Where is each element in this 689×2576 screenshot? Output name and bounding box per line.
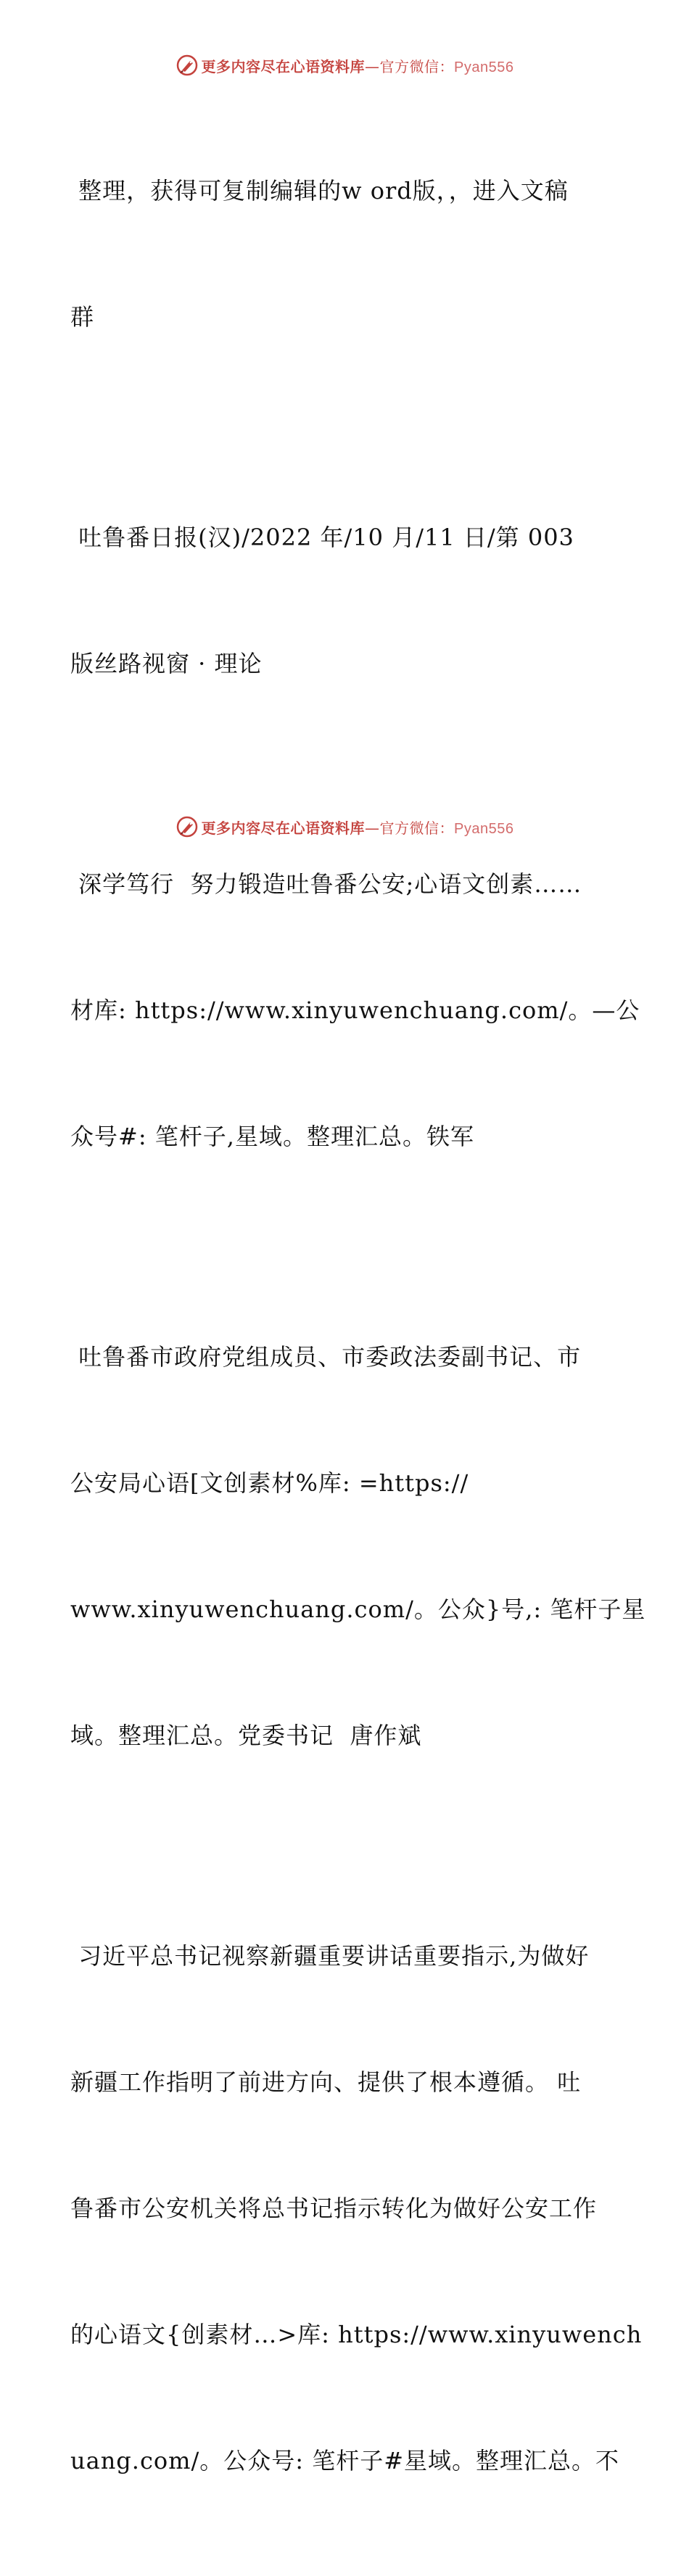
text-line: 吐鲁番市政府党组成员、市委政法委副书记、市 (70, 1343, 582, 1371)
paragraph-body (70, 1851, 643, 2566)
text-line: www.xinyuwenchuang.com/。公众}号,: 笔杆子星 (70, 1595, 646, 1623)
text-line: 的心语文{创素材…>库: https://www.xinyuwench (70, 2321, 643, 2348)
text-line: 版丝路视窗 · 理论 (70, 650, 263, 677)
paragraph-source (70, 432, 622, 769)
banner-wechat-id: Pyan556 (454, 820, 514, 837)
banner-dash: — (365, 57, 380, 75)
text-line: 公安局心语[文创素材%库: =https:// (70, 1469, 469, 1497)
banner-text (202, 817, 514, 838)
text-line: 吐鲁番日报(汉)/2022 年/10 月/11 日/第 003 (70, 524, 574, 551)
text-line: 习近平总书记视察新疆重要讲话重要指示,为做好 (70, 1942, 590, 1970)
banner-wechat-label: 官方微信： (379, 57, 455, 75)
text-line: uang.com/。公众号: 笔杆子#星域。整理汇总。不 (70, 2447, 620, 2474)
banner-main-text: 更多内容尽在心语资料库 (201, 57, 366, 75)
document-body (70, 86, 646, 2576)
paragraph-author (70, 1252, 646, 1841)
header-banner (0, 49, 689, 81)
banner-main-text: 更多内容尽在心语资料库 (201, 819, 366, 837)
banner-dash: — (365, 819, 380, 837)
pen-logo-icon (176, 815, 199, 838)
banner-text (202, 55, 514, 76)
banner-wechat-label: 官方微信： (379, 819, 455, 837)
banner-wechat-id: Pyan556 (454, 59, 514, 75)
text-line: 新疆工作指明了前进方向、提供了根本遵循。 吐 (70, 2068, 582, 2096)
text-line: 深学笃行 努力锻造吐鲁番公安;心语文创素…… (70, 870, 582, 898)
pen-logo-icon (176, 54, 199, 77)
text-line: 材库: https://www.xinyuwenchuang.com/。—公 (70, 996, 640, 1024)
text-line: 整理，获得可复制编辑的w ord版，，进入文稿 (70, 177, 569, 205)
text-line: 鲁番市公安机关将总书记指示转化为做好公安工作 (70, 2195, 598, 2222)
text-line: 域。整理汇总。党委书记 唐作斌 (70, 1722, 422, 1749)
paragraph-intro (70, 86, 622, 422)
text-line: 众号#: 笔杆子,星域。整理汇总。铁军 (70, 1123, 474, 1150)
footer-banner (0, 811, 689, 843)
paragraph-title (70, 779, 640, 1242)
text-line: 群 (70, 303, 95, 331)
